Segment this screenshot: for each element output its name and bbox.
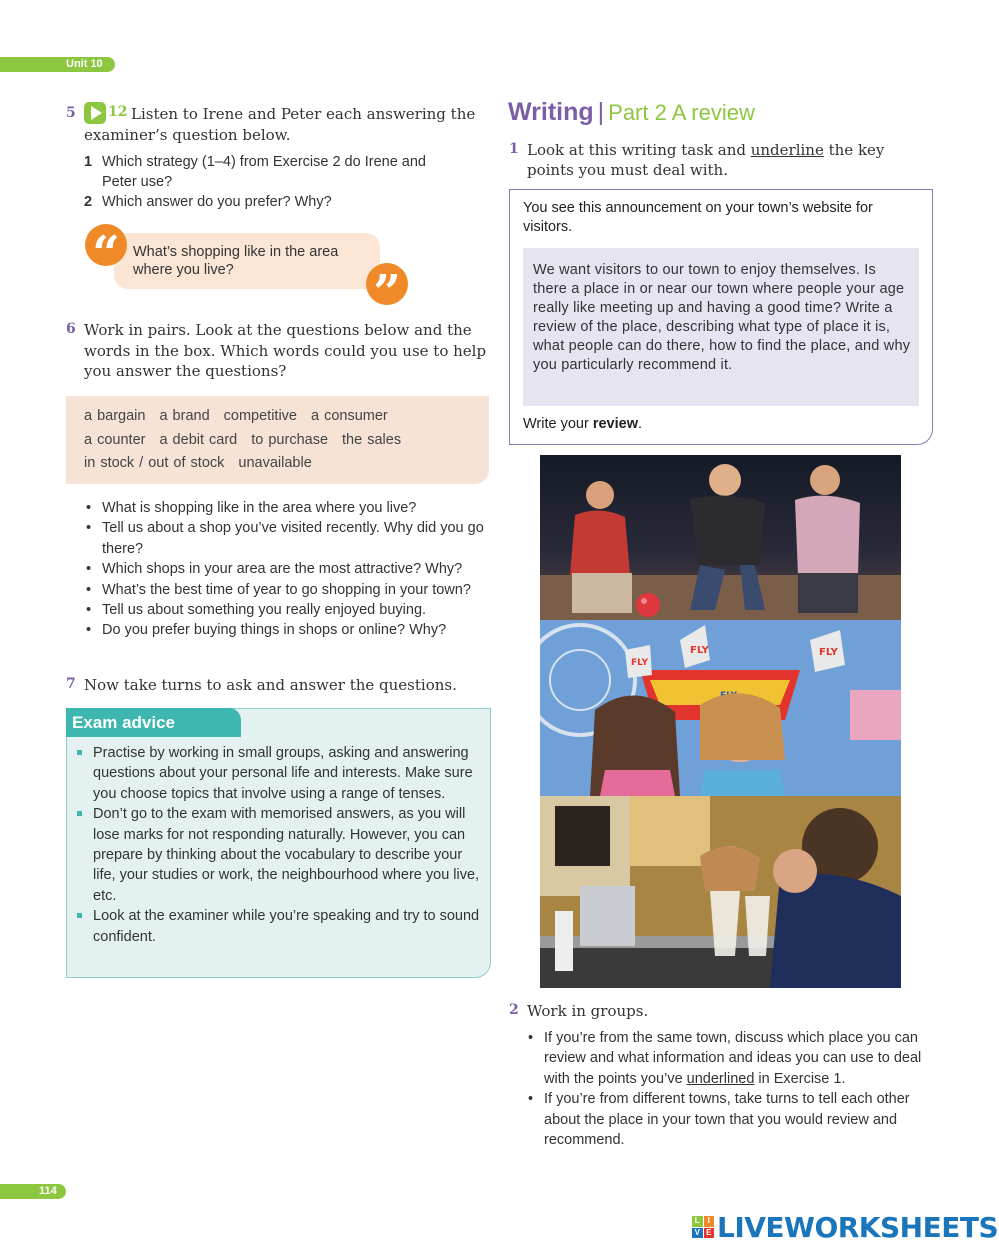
audio-play-icon[interactable] — [84, 102, 106, 124]
writing-task-intro: You see this announcement on your town’s website for visitors. — [523, 200, 873, 235]
exercise-5-item-1-number: 1 — [84, 154, 93, 170]
exercise-5-item-1-line1: Which strategy (1–4) from Exercise 2 do Irene and — [102, 154, 426, 170]
vocab-word: in stock / out of stock — [84, 455, 225, 471]
vocabulary-row-1 — [84, 408, 402, 424]
announcement-text: We want visitors to our town to enjoy themselves. Is there a place in or near our town where people your age really like meeting up and having a good time? Write a review of the place, describing what type of place it is, what people can do there, how to find the place, and why you particularly recommend it. — [533, 262, 911, 373]
write-your-review: Write your review. — [523, 416, 643, 432]
exercise-5-item-2-number: 2 — [84, 194, 93, 210]
exercise-2-bullets — [526, 1028, 936, 1150]
vocabulary-row-2 — [84, 432, 415, 448]
bowling-photo — [540, 455, 901, 620]
liveworksheets-mark-icon: L I V E — [692, 1216, 714, 1238]
unit-label: Unit 10 — [0, 57, 115, 72]
exercise-6-number: 6 — [66, 321, 76, 337]
speech-bubble-text: What’s shopping like in the area where you live? — [133, 244, 339, 278]
fly-sign: FLY — [631, 658, 648, 668]
cafe-photo — [540, 796, 901, 988]
vocab-word: a bargain — [84, 408, 146, 424]
fly-sign: FLY — [690, 645, 709, 656]
vocab-word: a debit card — [159, 432, 238, 448]
question-list — [84, 498, 494, 641]
list-item: Practise by working in small groups, asking and answering questions about your personal life and interests. Make sure you choose topics that involve using a range of tenses. — [76, 743, 486, 804]
vocab-word: a brand — [159, 408, 210, 424]
vocabulary-row-3 — [84, 455, 326, 471]
list-item: • Tell us about a shop you’ve visited recently. Why did you go there? — [84, 518, 494, 559]
vocab-word: the sales — [342, 432, 402, 448]
close-quote-icon: ” — [366, 263, 408, 305]
fairground-photo — [540, 620, 901, 796]
section-part: Part 2 A review — [608, 100, 755, 125]
list-item: • If you’re from the same town, discuss which place you can review and what information and ideas you can use to deal with the points you’ve underlined in Exercise 1. — [526, 1028, 936, 1089]
exercise-5-instruction-line1: Listen to Irene and Peter each answering the — [131, 105, 476, 123]
exercise-5-instruction-line2: examiner’s question below. — [84, 126, 291, 144]
vocab-word: competitive — [223, 408, 297, 424]
section-title: Writing | Part 2 A review — [508, 98, 755, 126]
vocab-word: to purchase — [251, 432, 329, 448]
exercise-6-line3: you answer the questions? — [84, 362, 287, 380]
open-quote-icon: “ — [85, 224, 127, 266]
fly-sign: FLY — [819, 647, 838, 658]
exercise-7-text: Now take turns to ask and answer the questions. — [84, 676, 457, 694]
liveworksheets-text: LIVEWORKSHEETS — [717, 1211, 999, 1244]
vocab-word: a consumer — [311, 408, 388, 424]
list-item: • What’s the best time of year to go shopping in your town? — [84, 580, 494, 600]
list-item: • Tell us about something you really enjoyed buying. — [84, 600, 494, 620]
list-item: • What is shopping like in the area where you live? — [84, 498, 494, 518]
list-item: • Which shops in your area are the most attractive? Why? — [84, 559, 494, 579]
exercise-5-item-1-line2: Peter use? — [102, 174, 173, 190]
exercise-5-item-2-line1: Which answer do you prefer? Why? — [102, 194, 332, 210]
page-number: 114 — [0, 1184, 66, 1199]
exercise-6-line1: Work in pairs. Look at the questions below and the — [84, 321, 472, 339]
exam-advice-title: Exam advice — [66, 708, 241, 737]
list-item: • Do you prefer buying things in shops or online? Why? — [84, 620, 494, 640]
exercise-2-text: Work in groups. — [527, 1002, 649, 1020]
exercise-7-number: 7 — [66, 676, 76, 692]
list-item: Look at the examiner while you’re speaking and try to sound confident. — [76, 906, 486, 947]
exercise-6-line2: words in the box. Which words could you use to help — [84, 342, 487, 360]
vocab-word: unavailable — [238, 455, 312, 471]
exercise-1-number: 1 — [509, 141, 519, 157]
exercise-2-number: 2 — [509, 1002, 519, 1018]
exam-advice-list — [76, 743, 486, 947]
list-item: Don’t go to the exam with memorised answers, as you will lose marks for not responding naturally. However, you can prepare by thinking about the vocabulary to describe your life, your studies or work, the neighbourhood where you live, etc. — [76, 804, 486, 906]
exercise-1-line2: points you must deal with. — [527, 161, 728, 179]
list-item: • If you’re from different towns, take turns to tell each other about the place in your town that you would review and recommend. — [526, 1089, 936, 1150]
exercise-1-line1: Look at this writing task and underline the key — [527, 141, 885, 159]
vocab-word: a counter — [84, 432, 146, 448]
audio-track-number: 12 — [108, 104, 128, 120]
exercise-5-number: 5 — [66, 105, 76, 121]
